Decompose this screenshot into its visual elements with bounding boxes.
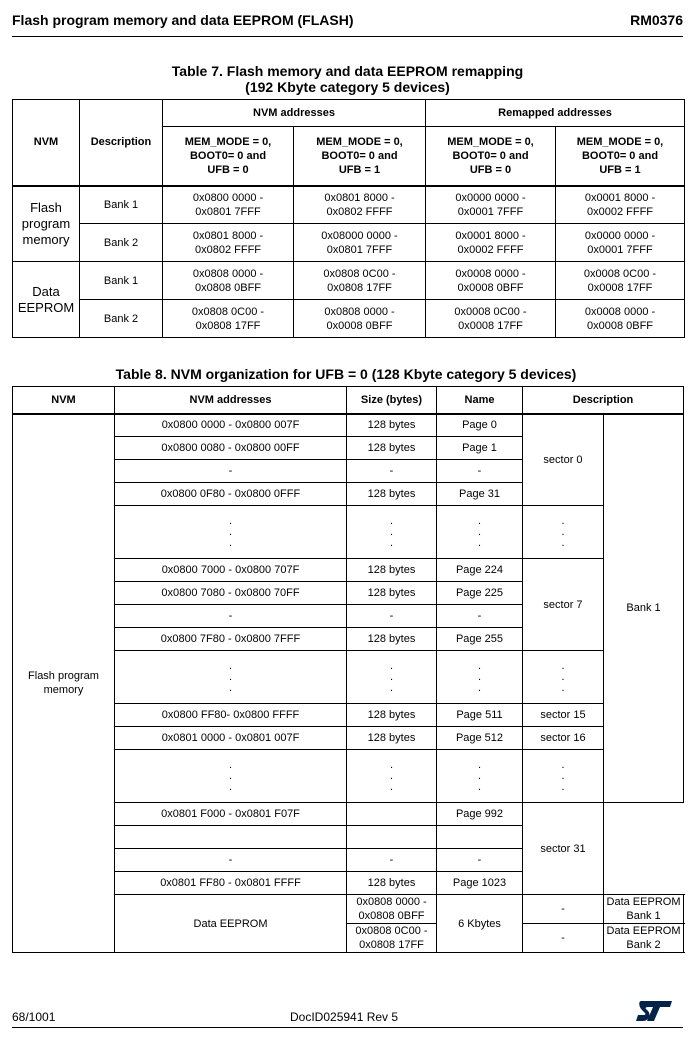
table-row — [13, 262, 685, 300]
t8-size: - — [347, 849, 437, 872]
t7-cell: 0x0808 0C00 - 0x0808 17FF — [294, 262, 426, 300]
st-logo-icon-svg — [635, 999, 673, 1023]
t7-cell: 0x0001 8000 - 0x0002 FFFF — [556, 186, 685, 224]
t8-addr: 0x0801 FF80 - 0x0801 FFFF — [115, 872, 347, 895]
t8-addr: 0x0800 7080 - 0x0800 70FF — [115, 582, 347, 605]
t8-addr: 0x0800 0F80 - 0x0800 0FFF — [115, 483, 347, 506]
t8-sector-16: sector 16 — [523, 727, 604, 750]
header-rule — [12, 36, 683, 37]
t8-size: 128 bytes — [347, 414, 437, 437]
t7-cell: 0x0008 0C00 - 0x0008 17FF — [426, 300, 556, 338]
t7-cell: 0x0808 0C00 - 0x0808 17FF — [163, 300, 294, 338]
t8-addr: 0x0800 7F80 - 0x0800 7FFF — [115, 628, 347, 651]
t8-name: Page 225 — [437, 582, 523, 605]
t7-header-nvm-addresses: NVM addresses — [163, 100, 426, 127]
t8-ellipsis: . . . — [115, 506, 347, 559]
t7-cell: 0x0801 8000 - 0x0802 FFFF — [294, 186, 426, 224]
t8-name: Page 255 — [437, 628, 523, 651]
t8-addr: 0x0808 0000 - 0x0808 0BFF — [347, 895, 437, 924]
t8-size: 128 bytes — [347, 727, 437, 750]
t8-size: - — [347, 460, 437, 483]
t8-sector-0: sector 0 — [523, 414, 604, 506]
t8-ellipsis: . . . — [115, 651, 347, 704]
t8-size: 128 bytes — [347, 872, 437, 895]
t8-flash-label: Flash program memory — [13, 414, 115, 953]
t7-cell: 0x0001 8000 - 0x0002 FFFF — [426, 224, 556, 262]
t8-name: - — [437, 605, 523, 628]
t8-size: 128 bytes — [347, 704, 437, 727]
t7-subheader: MEM_MODE = 0, BOOT0= 0 and UFB = 0 — [426, 127, 556, 186]
t8-name: Page 992 — [437, 803, 523, 826]
t7-cell-desc: Bank 2 — [80, 224, 163, 262]
t8-addr: 0x0808 0C00 - 0x0808 17FF — [347, 924, 437, 953]
page-header-ref: RM0376 — [630, 12, 683, 28]
t8-size: - — [347, 605, 437, 628]
t8-addr — [115, 826, 347, 849]
t8-name — [437, 826, 523, 849]
t8-size: 128 bytes — [347, 483, 437, 506]
t7-cell: 0x08000 0000 - 0x0801 7FFF — [294, 224, 426, 262]
t7-cell: 0x0008 0C00 - 0x0008 17FF — [556, 262, 685, 300]
t7-eeprom-label: Data EEPROM — [13, 262, 80, 338]
table8 — [12, 386, 684, 953]
table7-caption-line1: Table 7. Flash memory and data EEPROM remapping — [171, 63, 524, 79]
t8-header-name: Name — [437, 387, 523, 414]
t7-header-description: Description — [80, 100, 163, 186]
t7-cell: 0x0800 0000 - 0x0801 7FFF — [163, 186, 294, 224]
t8-ellipsis: . . . — [437, 750, 523, 803]
table8-caption: Table 8. NVM organization for UFB = 0 (128 Kbyte category 5 devices) — [115, 366, 577, 382]
footer-rule — [12, 1027, 683, 1028]
t8-sector-31: sector 31 — [523, 803, 604, 895]
t8-header-size: Size (bytes) — [347, 387, 437, 414]
table7-caption-line2: (192 Kbyte category 5 devices) — [245, 79, 450, 95]
t8-name: - — [437, 460, 523, 483]
t8-eeprom-size: 6 Kbytes — [437, 895, 523, 953]
t7-cell: 0x0008 0000 - 0x0008 0BFF — [426, 262, 556, 300]
t8-size: 128 bytes — [347, 582, 437, 605]
st-logo-icon — [635, 999, 673, 1028]
doc-id: DocID025941 Rev 5 — [290, 1010, 399, 1024]
t8-ellipsis: . . . — [437, 506, 523, 559]
t8-addr: - — [115, 605, 347, 628]
t8-ellipsis: . . . — [347, 506, 437, 559]
t7-header-nvm: NVM — [13, 100, 80, 186]
t8-size: 128 bytes — [347, 437, 437, 460]
t8-eeprom-desc: Data EEPROM Bank 1 — [604, 895, 684, 924]
t8-ellipsis: . . . — [523, 506, 604, 559]
table7 — [12, 99, 685, 338]
t8-addr: 0x0801 F000 - 0x0801 F07F — [115, 803, 347, 826]
t8-size: 128 bytes — [347, 559, 437, 582]
t8-size — [347, 826, 437, 849]
t8-name: Page 224 — [437, 559, 523, 582]
t8-name: Page 511 — [437, 704, 523, 727]
t7-header-remapped-addresses: Remapped addresses — [426, 100, 685, 127]
t7-flash-label: Flash program memory — [13, 186, 80, 262]
t7-cell: 0x0008 0000 - 0x0008 0BFF — [556, 300, 685, 338]
t8-ellipsis: . . . — [523, 750, 604, 803]
t8-sector-7: sector 7 — [523, 559, 604, 651]
t7-cell: 0x0000 0000 - 0x0001 7FFF — [426, 186, 556, 224]
t8-addr: 0x0800 0080 - 0x0800 00FF — [115, 437, 347, 460]
t8-name: - — [437, 849, 523, 872]
t7-cell-desc: Bank 2 — [80, 300, 163, 338]
t8-name: Page 31 — [437, 483, 523, 506]
t8-ellipsis: . . . — [347, 651, 437, 704]
t7-subheader: MEM_MODE = 0, BOOT0= 0 and UFB = 0 — [163, 127, 294, 186]
t8-name: - — [523, 924, 604, 953]
t8-ellipsis: . . . — [115, 750, 347, 803]
t8-ellipsis: . . . — [523, 651, 604, 704]
table-row — [13, 186, 685, 224]
t8-header-nvm: NVM — [13, 387, 115, 414]
t7-cell: 0x0808 0000 - 0x0008 0BFF — [294, 300, 426, 338]
t8-ellipsis: . . . — [437, 651, 523, 704]
t8-addr: 0x0800 FF80- 0x0800 FFFF — [115, 704, 347, 727]
t8-size — [347, 803, 437, 826]
t8-header-description: Description — [523, 387, 684, 414]
t7-subheader: MEM_MODE = 0, BOOT0= 0 and UFB = 1 — [294, 127, 426, 186]
t7-cell: 0x0808 0000 - 0x0808 0BFF — [163, 262, 294, 300]
table-row — [13, 300, 685, 338]
t8-addr: - — [115, 849, 347, 872]
t8-ellipsis: . . . — [347, 750, 437, 803]
page-number: 68/1001 — [12, 1010, 56, 1024]
page-header-title: Flash program memory and data EEPROM (FLASH) — [12, 12, 354, 28]
t7-cell: 0x0000 0000 - 0x0001 7FFF — [556, 224, 685, 262]
t8-addr: - — [115, 460, 347, 483]
t8-bank-1: Bank 1 — [604, 414, 684, 803]
table-row — [13, 414, 684, 437]
t8-eeprom-desc: Data EEPROM Bank 2 — [604, 924, 684, 953]
t8-addr: 0x0801 0000 - 0x0801 007F — [115, 727, 347, 750]
t7-cell-desc: Bank 1 — [80, 186, 163, 224]
t8-name: Page 512 — [437, 727, 523, 750]
t7-cell: 0x0801 8000 - 0x0802 FFFF — [163, 224, 294, 262]
t8-size: 128 bytes — [347, 628, 437, 651]
t8-addr: 0x0800 0000 - 0x0800 007F — [115, 414, 347, 437]
t8-addr: 0x0800 7000 - 0x0800 707F — [115, 559, 347, 582]
t8-sector-15: sector 15 — [523, 704, 604, 727]
table-row — [13, 224, 685, 262]
t8-name: Page 1 — [437, 437, 523, 460]
t7-cell-desc: Bank 1 — [80, 262, 163, 300]
t7-subheader: MEM_MODE = 0, BOOT0= 0 and UFB = 1 — [556, 127, 685, 186]
t8-eeprom-label: Data EEPROM — [115, 895, 347, 953]
t8-header-addresses: NVM addresses — [115, 387, 347, 414]
t8-name: - — [523, 895, 604, 924]
t8-name: Page 0 — [437, 414, 523, 437]
t8-name: Page 1023 — [437, 872, 523, 895]
